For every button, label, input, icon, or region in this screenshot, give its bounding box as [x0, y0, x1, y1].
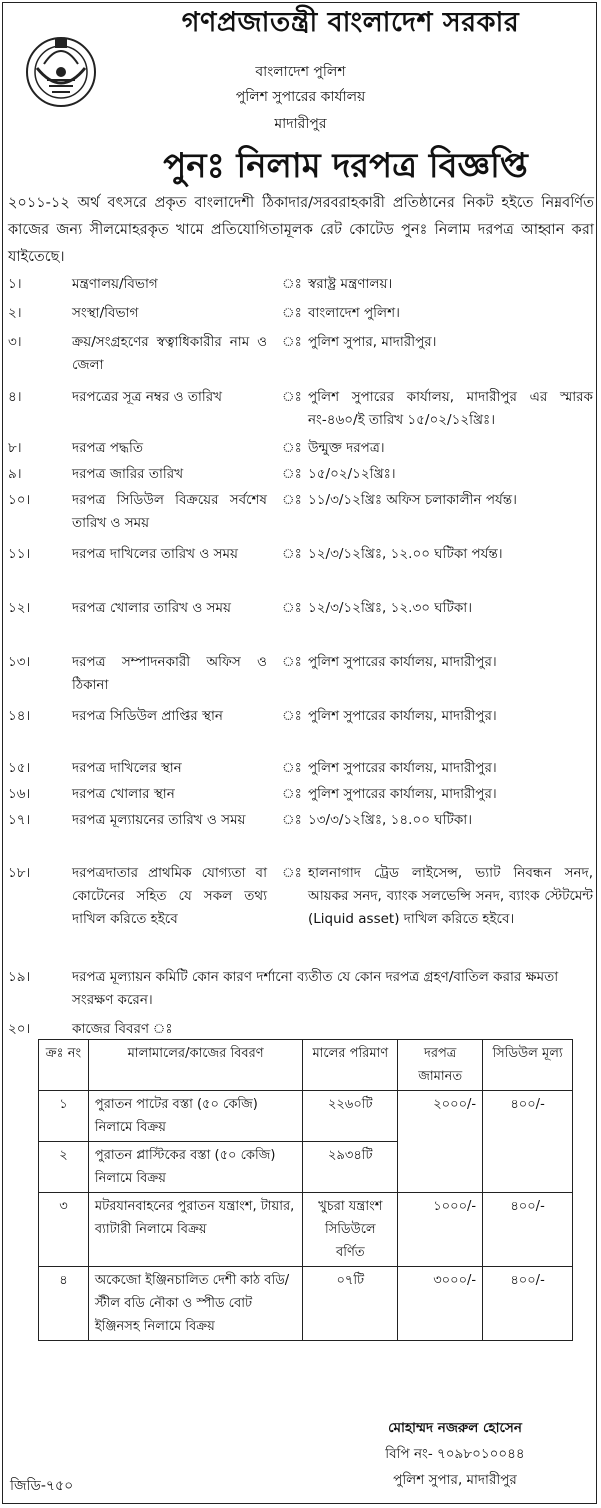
header-quantity: মালের পরিমাণ: [303, 1040, 398, 1091]
item-value: ১২/৩/১২খ্রিঃ, ১২.৩০ ঘটিকা।: [308, 600, 473, 616]
department-name: বাংলাদেশ পুলিশ: [255, 64, 346, 80]
item-label: ক্রয়/সংগ্রহণের স্বত্বাধিকারীর নাম ও জেলা: [72, 334, 267, 373]
item-label: দরপত্র সিডিউল প্রাপ্তির স্থান: [72, 708, 223, 724]
item-colon: ঃ: [282, 654, 302, 670]
item-number: ১৬।: [8, 786, 31, 802]
cell-deposit: ২০০০/-: [398, 1091, 483, 1193]
item-value: ১৫/০২/১২খ্রিঃ।: [308, 466, 396, 482]
signatory-designation: পুলিশ সুপার, মাদারীপুর: [393, 1472, 517, 1488]
cell-quantity: ২৯৩৪টি: [303, 1142, 398, 1193]
item-colon: ঃ: [282, 305, 302, 321]
government-title: গণপ্রজাতন্ত্রী বাংলাদেশ সরকার: [181, 7, 520, 38]
item-colon: ঃ: [282, 812, 302, 828]
item-label: দরপত্র দাখিলের স্থান: [72, 760, 182, 776]
item-value: ১১/৩/১২খ্রিঃ অফিস চলাকালীন পর্যন্ত।: [308, 492, 517, 508]
item-colon: ঃ: [282, 389, 302, 405]
item-value: পুলিশ সুপারের কার্যালয়, মাদারীপুর।: [308, 708, 497, 724]
item-value: বাংলাদেশ পুলিশ।: [308, 305, 400, 321]
table-row: [39, 1267, 573, 1341]
item-label: দরপত্র খোলার তারিখ ও সময়: [72, 600, 231, 616]
item-number: ১৫।: [8, 760, 31, 776]
cell-description: অকেজো ইঞ্জিনচালিত দেশী কাঠ বডি/স্টীল বডি নৌকা ও স্পীড বোট ইঞ্জিনসহ নিলামে বিক্রয়: [88, 1267, 302, 1341]
item-value: পুলিশ সুপারের কার্যালয়, মাদারীপুর এর স্মারক নং-৪৬০/ই তারিখ ১৫/০২/১২খ্রিঃ।: [308, 389, 593, 428]
district-name: মাদারীপুর: [274, 116, 327, 132]
item-value: পুলিশ সুপার, মাদারীপুর।: [308, 334, 437, 350]
item-number: ১৮।: [8, 865, 31, 881]
item-number: ২।: [8, 305, 22, 321]
cell-schedule-fee: ৪০০/-: [483, 1267, 573, 1341]
item-colon: ঃ: [282, 334, 302, 350]
item-label: দরপত্র খোলার স্থান: [72, 786, 175, 802]
cell-description: পুরাতন পাটের বস্তা (৫০ কেজি) নিলামে বিক্রয়: [88, 1091, 302, 1142]
item-number: ১।: [8, 276, 22, 292]
item-colon: ঃ: [282, 600, 302, 616]
item-colon: ঃ: [282, 708, 302, 724]
item-text: কাজের বিবরণ ঃ: [72, 1021, 173, 1037]
item-value: হালনাগাদ ট্রেড লাইসেন্স, ভ্যাট নিবন্ধন সনদ, আয়কর সনদ, ব্যাংক সলভেন্সি সনদ, ব্যাংক স্টেটমেন্ট (Liquid asset) দাখিল করিতে হইবে।: [308, 865, 593, 927]
item-value: ১৩/৩/১২খ্রিঃ, ১৪.০০ ঘটিকা।: [308, 812, 473, 828]
item-value: পুলিশ সুপারের কার্যালয়, মাদারীপুর।: [308, 654, 497, 670]
item-value: উন্মুক্ত দরপত্র।: [308, 440, 385, 456]
item-value: স্বরাষ্ট্র মন্ত্রণালয়।: [308, 276, 393, 292]
item-number: ১৪।: [8, 708, 31, 724]
item-label: দরপত্র জারির তারিখ: [72, 466, 184, 482]
item-label: সংস্থা/বিভাগ: [72, 305, 139, 321]
item-label: দরপত্র মূল্যায়নের তারিখ ও সময়: [72, 812, 246, 828]
cell-quantity: ০৭টি: [303, 1267, 398, 1341]
item-number: ২০।: [8, 1021, 31, 1037]
cell-serial: ২: [39, 1142, 89, 1193]
item-number: ১৯।: [8, 969, 31, 985]
cell-serial: ১: [39, 1091, 89, 1142]
header-deposit: দরপত্র জামানত: [398, 1040, 483, 1091]
item-number: ৪।: [8, 389, 22, 405]
item-text: দরপত্র মূল্যায়ন কমিটি কোন কারণ দর্শানো ব্যতীত যে কোন দরপত্র গ্রহণ/বাতিল করার ক্ষমতা সংরক্ষণ করেন।: [72, 969, 559, 1008]
intro-paragraph: ২০১১-১২ অর্থ বৎসরে প্রকৃত বাংলাদেশী ঠিকাদার/সরবরাহকারী প্রতিষ্ঠানের নিকট হইতে নিম্নবর্ণিত কাজের জন্য সীলমোহরকৃত খামে প্রতিযোগিতামূলক রেট কোটেড পুনঃ নিলাম দরপত্র আহ্বান করা যাইতেছে।: [8, 195, 594, 265]
item-number: ১৭।: [8, 812, 31, 828]
item-label: দরপত্রের সূত্র নম্বর ও তারিখ: [72, 389, 223, 405]
cell-deposit: ১০০০/-: [398, 1193, 483, 1267]
item-label: দরপত্র সিডিউল বিক্রয়ের সর্বশেষ তারিখ ও সময়: [72, 492, 267, 531]
cell-schedule-fee: ৪০০/-: [483, 1091, 573, 1193]
gd-number: জিডি-৭৫০: [10, 1478, 74, 1494]
item-label: মন্ত্রণালয়/বিভাগ: [72, 276, 158, 292]
item-colon: ঃ: [282, 466, 302, 482]
goods-table: [38, 1039, 573, 1341]
cell-serial: ৪: [39, 1267, 89, 1341]
item-label: দরপত্র সম্পাদনকারী অফিস ও ঠিকানা: [72, 654, 267, 693]
item-colon: ঃ: [282, 440, 302, 456]
cell-deposit: ৩০০০/-: [398, 1267, 483, 1341]
item-number: ১২।: [8, 600, 31, 616]
item-value: পুলিশ সুপারের কার্যালয়, মাদারীপুর।: [308, 760, 497, 776]
cell-serial: ৩: [39, 1193, 89, 1267]
item-number: ৯।: [8, 466, 22, 482]
item-value: ১২/৩/১২খ্রিঃ, ১২.০০ ঘটিকা পর্যন্ত।: [308, 546, 503, 562]
item-label: দরপত্রদাতার প্রাথমিক যোগ্যতা বা কোটেনের সহিত যে সকল তথ্য দাখিল করিতে হইবে: [72, 865, 267, 927]
cell-description: পুরাতন প্লাস্টিকের বস্তা (৫০ কেজি) নিলামে বিক্রয়: [88, 1142, 302, 1193]
item-label: দরপত্র পদ্ধতি: [72, 440, 143, 456]
item-number: ৩।: [8, 334, 22, 350]
table-row: [39, 1091, 573, 1142]
header-description: মালামালের/কাজের বিবরণ: [88, 1040, 302, 1091]
item-number: ৮।: [8, 440, 22, 456]
item-number: ১০।: [8, 492, 31, 508]
cell-description: মটরযানবাহনের পুরাতন যন্ত্রাংশ, টায়ার, ব্যাটারী নিলামে বিক্রয়: [88, 1193, 302, 1267]
signatory-bp-number: বিপি নং- ৭০৯৮০১০০৪৪: [385, 1446, 525, 1462]
cell-schedule-fee: ৪০০/-: [483, 1193, 573, 1267]
item-colon: ঃ: [282, 492, 302, 508]
office-name: পুলিশ সুপারের কার্যালয়: [235, 89, 366, 105]
item-value: পুলিশ সুপারের কার্যালয়, মাদারীপুর।: [308, 786, 497, 802]
item-colon: ঃ: [282, 786, 302, 802]
cell-quantity: খুচরা যন্ত্রাংশ সিডিউলে বর্ণিত: [303, 1193, 398, 1267]
item-colon: ঃ: [282, 276, 302, 292]
item-colon: ঃ: [282, 546, 302, 562]
header-serial: ক্রঃ নং: [39, 1040, 89, 1091]
item-label: দরপত্র দাখিলের তারিখ ও সময়: [72, 546, 238, 562]
item-colon: ঃ: [282, 760, 302, 776]
table-row: [39, 1193, 573, 1267]
notice-title: পুনঃ নিলাম দরপত্র বিজ্ঞপ্তি: [163, 146, 528, 186]
cell-quantity: ২২৬০টি: [303, 1091, 398, 1142]
item-colon: ঃ: [282, 865, 302, 881]
signatory-name: মোহাম্মদ নজরুল হোসেন: [388, 1420, 522, 1436]
table-header-row: [39, 1040, 573, 1091]
item-number: ১১।: [8, 546, 31, 562]
header-schedule-fee: সিডিউল মূল্য: [483, 1040, 573, 1091]
item-number: ১৩।: [8, 654, 31, 670]
